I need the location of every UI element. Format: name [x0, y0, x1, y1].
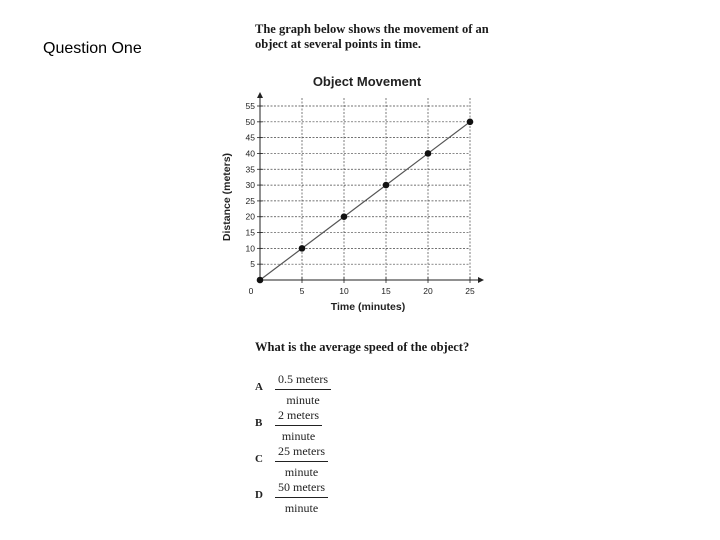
y-tick-label: 45 [245, 132, 255, 143]
x-tick-label: 10 [339, 286, 349, 296]
data-point [467, 119, 474, 126]
choice-fraction [275, 408, 322, 444]
y-tick-label: 25 [245, 195, 255, 206]
choice-letter: A [255, 381, 263, 393]
y-tick-label: 20 [245, 211, 255, 222]
slide-title: Question One [43, 40, 142, 57]
y-tick-label: 10 [245, 243, 255, 254]
choice-denominator: minute [281, 429, 316, 443]
choice-fraction [275, 372, 331, 408]
origin-label: 0 [248, 286, 254, 296]
y-tick-label: 30 [245, 180, 255, 191]
x-axis-label: Time (minutes) [330, 301, 406, 313]
choice-fraction [275, 480, 328, 516]
x-tick-label: 5 [299, 286, 305, 296]
choice-numerator: 25 meters [275, 444, 328, 462]
choice-numerator: 50 meters [275, 480, 328, 498]
data-point [425, 150, 432, 157]
data-point [257, 277, 264, 284]
choice-letter: D [255, 489, 263, 501]
x-tick-label: 20 [423, 286, 433, 296]
choice-letter: B [255, 417, 263, 429]
y-tick-label: 35 [245, 164, 255, 175]
choice-denominator: minute [286, 393, 320, 407]
y-tick-label: 55 [245, 101, 255, 111]
y-tick-label: 15 [245, 227, 255, 238]
x-tick-label: 15 [381, 286, 391, 296]
question-text: What is the average speed of the object? [255, 340, 470, 354]
y-tick-label: 50 [245, 116, 255, 127]
choice-numerator: 0.5 meters [275, 372, 331, 390]
object-movement-chart [210, 68, 500, 328]
y-axis-arrow [257, 92, 263, 98]
data-point [383, 182, 390, 189]
y-tick-label: 40 [245, 148, 255, 159]
y-axis-label: Distance (meters) [221, 152, 233, 242]
data-point [341, 213, 348, 220]
y-tick-label: 5 [250, 259, 255, 270]
problem-intro: The graph below shows the movement of an object at several points in time. [255, 22, 489, 51]
choice-numerator: 2 meters [275, 408, 322, 426]
choice-denominator: minute [284, 465, 319, 479]
choice-fraction [275, 444, 328, 480]
x-tick-label: 25 [465, 286, 475, 296]
choice-denominator: minute [284, 501, 319, 515]
chart-title: Object Movement [312, 74, 422, 89]
x-axis-arrow [478, 277, 484, 283]
data-point [299, 245, 306, 252]
choice-letter: C [255, 453, 263, 465]
